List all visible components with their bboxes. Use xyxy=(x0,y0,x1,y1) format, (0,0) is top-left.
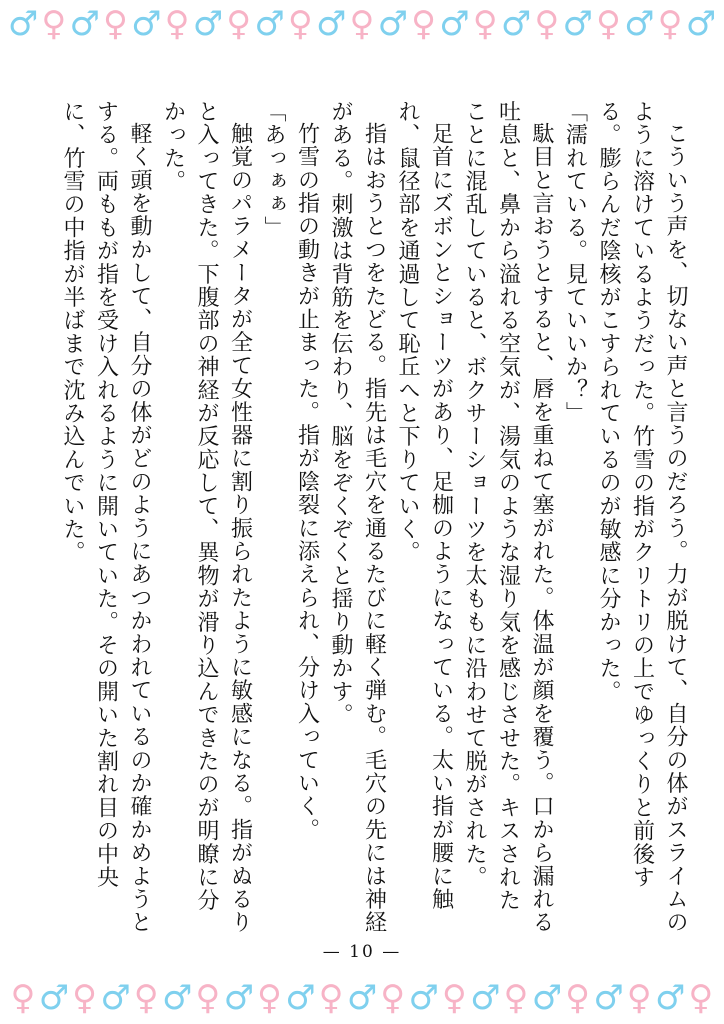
male-symbol-icon: ♂ xyxy=(69,4,101,44)
decorative-gender-symbols-bottom xyxy=(0,978,724,1018)
male-symbol-icon: ♂ xyxy=(593,978,624,1018)
female-symbol-icon: ♀ xyxy=(164,4,190,44)
female-symbol-icon: ♀ xyxy=(257,978,282,1018)
male-symbol-icon: ♂ xyxy=(8,4,39,44)
male-symbol-icon: ♂ xyxy=(655,978,686,1018)
female-symbol-icon: ♀ xyxy=(195,978,221,1018)
female-symbol-icon: ♀ xyxy=(10,978,36,1018)
male-symbol-icon: ♂ xyxy=(346,978,378,1018)
female-symbol-icon: ♀ xyxy=(133,978,159,1018)
female-symbol-icon: ♀ xyxy=(472,4,498,44)
female-symbol-icon: ♀ xyxy=(503,978,529,1018)
decorative-gender-symbols-top xyxy=(0,4,724,44)
female-symbol-icon: ♀ xyxy=(380,978,406,1018)
male-symbol-icon: ♂ xyxy=(562,4,594,44)
male-symbol-icon: ♂ xyxy=(162,978,193,1018)
male-symbol-icon: ♂ xyxy=(316,4,347,44)
novel-text-body xyxy=(52,100,692,935)
male-symbol-icon: ♂ xyxy=(501,4,532,44)
female-symbol-icon: ♀ xyxy=(411,4,437,44)
male-symbol-icon: ♂ xyxy=(439,4,470,44)
female-symbol-icon: ♀ xyxy=(287,4,313,44)
dialog-line-1: 「濡れている。見ていいか？」 xyxy=(562,100,588,425)
dialog-line-2: 「あっぁぁ」 xyxy=(261,100,286,240)
male-symbol-icon: ♂ xyxy=(285,978,316,1018)
female-symbol-icon: ♀ xyxy=(441,978,467,1018)
male-symbol-icon: ♂ xyxy=(377,4,409,44)
paragraph-1: こういう声を、切ない声と言うのだろう。力が脱けて、自分の体がスライムのように溶けているようだった。竹雪の指がクリトリの上でゆっくりと前後する。膨らんだ陰核がこすられているのが敏感に分かった。 xyxy=(596,100,688,934)
paragraph-2: 駄目と言おうとすると、唇を重ねて塞がれた。体温が顔を覆う。口から漏れる吐息と、鼻から溢れる空気が、湯気のような湿り気を感じさせた。キスされたことに混乱していると、ボクサーショーツを太ももに沿わせて脱がされた。 xyxy=(462,100,554,934)
male-symbol-icon: ♂ xyxy=(408,978,440,1018)
female-symbol-icon: ♀ xyxy=(565,978,591,1018)
male-symbol-icon: ♂ xyxy=(470,978,501,1018)
paragraph-6: 触覚のパラメータが全て女性器に割り振られたように敏感になる。指がぬるりと入ってきた。下腹部の神経が反応して、異物が滑り込んできたのが明瞭に分かった。 xyxy=(160,100,253,934)
paragraph-5: 竹雪の指の動きが止まった。指が陰裂に添えられ、分け入っていく。 xyxy=(294,122,320,842)
female-symbol-icon: ♀ xyxy=(534,4,560,44)
female-symbol-icon: ♀ xyxy=(349,4,375,44)
female-symbol-icon: ♀ xyxy=(72,978,98,1018)
female-symbol-icon: ♀ xyxy=(102,4,128,44)
female-symbol-icon: ♀ xyxy=(595,4,621,44)
male-symbol-icon: ♂ xyxy=(131,4,162,44)
male-symbol-icon: ♂ xyxy=(685,4,717,44)
female-symbol-icon: ♀ xyxy=(626,978,652,1018)
female-symbol-icon: ♀ xyxy=(41,4,67,44)
male-symbol-icon: ♂ xyxy=(254,4,285,44)
paragraph-3: 足首にズボンとショーツがあり、足枷のようになっている。太い指が腰に触れ、鼠径部を通過して恥丘へと下りていく。 xyxy=(395,100,454,911)
female-symbol-icon: ♀ xyxy=(688,978,714,1018)
male-symbol-icon: ♂ xyxy=(100,978,131,1018)
female-symbol-icon: ♀ xyxy=(657,4,683,44)
male-symbol-icon: ♂ xyxy=(38,978,70,1018)
female-symbol-icon: ♀ xyxy=(226,4,252,44)
female-symbol-icon: ♀ xyxy=(318,978,344,1018)
page-number: — 10 — xyxy=(322,942,402,962)
paragraph-7: 軽く頭を動かして、自分の体がどのようにあつかわれているのか確かめようとする。両ももが指を受け入れるように開いていた。その開いた割れ目の中央に、竹雪の中指が半ばまで沈み込んでいた。 xyxy=(60,100,152,934)
male-symbol-icon: ♂ xyxy=(192,4,224,44)
male-symbol-icon: ♂ xyxy=(624,4,655,44)
male-symbol-icon: ♂ xyxy=(223,978,255,1018)
male-symbol-icon: ♂ xyxy=(531,978,563,1018)
paragraph-4: 指はおうとつをたどる。指先は毛穴を通るたびに軽く弾む。毛穴の先には神経がある。刺激は背筋を伝わり、脳をぞくぞくと揺り動かす。 xyxy=(328,100,387,935)
